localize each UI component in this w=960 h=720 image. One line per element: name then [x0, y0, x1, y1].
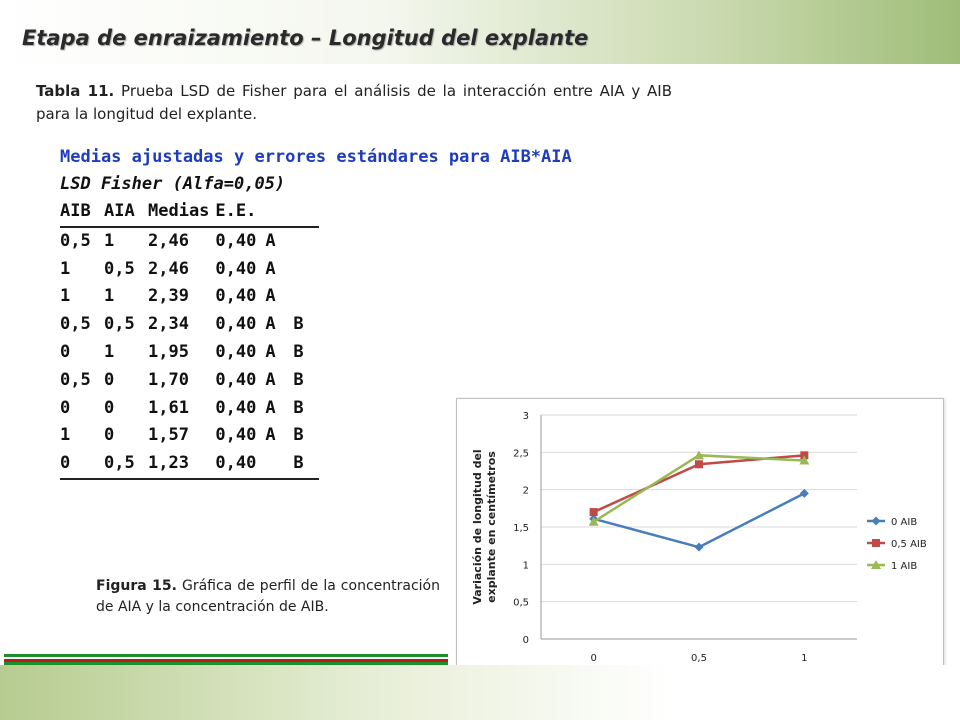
legend-marker — [872, 539, 880, 547]
cell-aib: 0,5 — [60, 369, 91, 390]
cell-ee: 0,40 — [215, 230, 257, 251]
cell-g2 — [293, 283, 319, 311]
column-header-group-b — [293, 198, 319, 227]
cell-g2: B — [293, 425, 304, 446]
x-tick-label: 0,5 — [691, 653, 707, 664]
data-point — [590, 508, 598, 516]
cell-aib: 0 — [60, 341, 71, 362]
figure-caption-label: Figura 15. — [96, 578, 177, 594]
cell-g2 — [293, 256, 319, 284]
legend-marker — [872, 517, 881, 526]
cell-media: 2,46 — [148, 230, 189, 251]
table-row — [60, 227, 319, 256]
cell-aia: 0 — [104, 397, 115, 418]
cell-media: 1,57 — [148, 425, 189, 446]
column-header-aib: AIB — [60, 198, 104, 227]
column-header-ee: E.E. — [215, 198, 265, 227]
legend-label: 0 AIB — [891, 517, 918, 528]
y-tick-label: 0 — [522, 635, 529, 646]
means-table — [60, 198, 319, 480]
table-caption-label: Tabla 11. — [36, 82, 115, 100]
cell-ee: 0,40 — [215, 286, 257, 307]
cell-g2: B — [293, 450, 319, 479]
cell-aia: 0 — [104, 369, 115, 390]
cell-g1: A — [265, 397, 276, 418]
title-bar — [0, 0, 960, 64]
cell-g1: A — [265, 314, 276, 335]
table-row — [60, 367, 319, 395]
column-header-group-a — [265, 198, 293, 227]
cell-media: 1,61 — [148, 397, 189, 418]
y-tick-label: 0,5 — [513, 597, 529, 609]
cell-ee: 0,40 — [215, 258, 257, 279]
table-row — [60, 339, 319, 367]
profile-chart — [456, 398, 944, 692]
figure-caption-text: Gráfica de perfil de la concentración de AIA y la concentración de AIB. — [96, 578, 440, 615]
cell-g1: A — [265, 286, 276, 307]
cell-ee: 0,40 — [215, 450, 265, 479]
stats-heading: Medias ajustadas y errores estándares para AIB*AIA — [60, 147, 572, 167]
figure-caption — [96, 576, 440, 618]
cell-g2: B — [293, 341, 304, 362]
cell-ee: 0,40 — [215, 341, 257, 362]
cell-aib: 1 — [60, 425, 71, 446]
cell-aia: 0,5 — [104, 314, 135, 335]
table-row — [60, 256, 319, 284]
cell-media: 2,46 — [148, 258, 189, 279]
cell-g2 — [293, 227, 319, 256]
cell-g1: A — [265, 230, 276, 251]
legend-label: 0,5 AIB — [891, 539, 927, 550]
cell-g1: A — [265, 258, 276, 279]
table-row — [60, 450, 319, 479]
cell-ee: 0,40 — [215, 314, 257, 335]
means-table-body — [60, 227, 319, 479]
table-caption — [36, 80, 672, 126]
cell-media: 2,39 — [148, 286, 189, 307]
cell-g2: B — [293, 369, 304, 390]
cell-ee: 0,40 — [215, 425, 257, 446]
cell-g2: B — [293, 314, 304, 335]
cell-g1: A — [265, 369, 276, 390]
cell-aia: 0,5 — [104, 450, 148, 479]
y-axis-label: Variación de longitud del — [471, 449, 484, 605]
cell-g1: A — [265, 425, 276, 446]
y-tick-label: 1 — [522, 560, 529, 572]
table-row — [60, 422, 319, 450]
cell-aib: 0 — [60, 397, 71, 418]
cell-ee: 0,40 — [215, 397, 257, 418]
cell-media: 2,34 — [148, 314, 189, 335]
y-tick-label: 2,5 — [513, 448, 529, 460]
y-axis-label: explante en centímetros — [485, 451, 498, 603]
column-header-aia: AIA — [104, 198, 148, 227]
means-table-header — [60, 198, 319, 227]
cell-aia: 1 — [104, 230, 115, 251]
table-caption-text: Prueba LSD de Fisher para el análisis de la interacción entre AIA y AIB para la longitud del explante. — [36, 82, 672, 123]
data-point — [695, 460, 703, 468]
cell-g1 — [265, 450, 293, 479]
table-row — [60, 395, 319, 423]
cell-g1: A — [265, 341, 276, 362]
footer-stripe-green-lower — [4, 662, 448, 665]
column-header-medias: Medias — [148, 198, 215, 227]
cell-aib: 0,5 — [60, 230, 91, 251]
cell-ee: 0,40 — [215, 369, 257, 390]
cell-media: 1,95 — [148, 341, 189, 362]
table-row — [60, 311, 319, 339]
legend-label: 1 AIB — [891, 561, 918, 572]
y-tick-label: 3 — [522, 411, 529, 422]
cell-aib: 0,5 — [60, 314, 91, 335]
profile-chart-svg — [457, 399, 943, 691]
cell-aia: 1 — [104, 341, 115, 362]
slide-title: Etapa de enraizamiento – Longitud del explante — [22, 26, 589, 50]
table-row — [60, 283, 319, 311]
cell-aia: 0 — [104, 425, 115, 446]
cell-aia: 1 — [104, 286, 115, 307]
cell-aib: 1 — [60, 258, 71, 279]
y-tick-label: 1,5 — [513, 523, 529, 534]
cell-g2: B — [293, 397, 304, 418]
cell-aib: 0 — [60, 450, 104, 479]
cell-media: 1,23 — [148, 450, 215, 479]
cell-aib: 1 — [60, 286, 71, 307]
y-tick-label: 2 — [522, 485, 529, 497]
x-tick-label: 0 — [590, 653, 597, 664]
cell-media: 1,70 — [148, 369, 189, 390]
cell-aia: 0,5 — [104, 258, 135, 279]
footer-band — [0, 665, 960, 720]
data-point — [695, 543, 704, 552]
data-point — [800, 489, 809, 498]
x-tick-label: 1 — [801, 653, 808, 664]
stats-method: LSD Fisher (Alfa=0,05) — [60, 174, 286, 194]
